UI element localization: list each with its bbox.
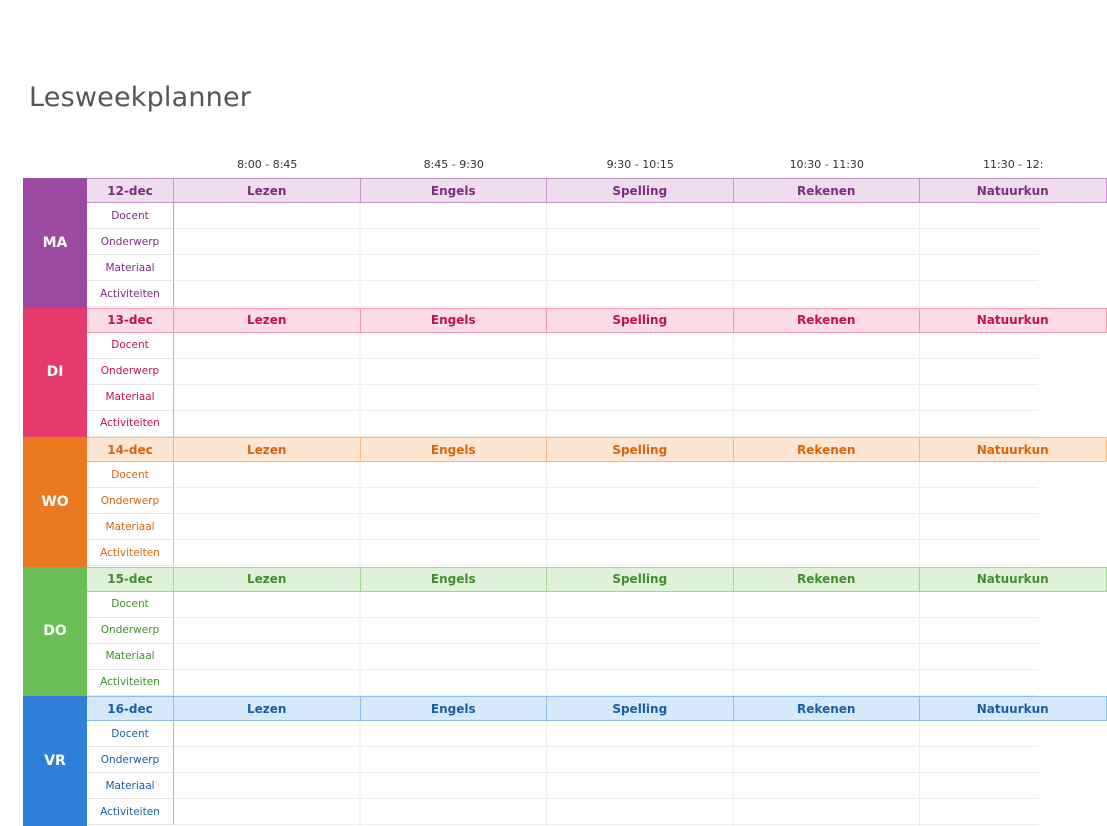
subject-cell[interactable]: Engels <box>361 437 548 462</box>
row-label-materiaal: Materiaal <box>87 385 174 411</box>
subject-cell[interactable]: Rekenen <box>734 567 921 592</box>
lesson-cells[interactable] <box>174 721 1038 826</box>
time-slot-header <box>174 158 1107 176</box>
date-cell[interactable]: 15-dec <box>87 567 174 592</box>
subjects-row <box>174 308 1107 333</box>
day-block-ma <box>23 178 1049 308</box>
row-label-materiaal: Materiaal <box>87 255 174 281</box>
row-label-materiaal: Materiaal <box>87 514 174 540</box>
row-label-docent: Docent <box>87 721 174 747</box>
row-label-onderwerp: Onderwerp <box>87 359 174 385</box>
subject-cell[interactable]: Natuurkun <box>920 437 1107 462</box>
subjects-row <box>174 178 1107 203</box>
row-label-docent: Docent <box>87 462 174 488</box>
row-labels <box>87 333 174 437</box>
lesson-cells[interactable] <box>174 592 1038 697</box>
row-label-docent: Docent <box>87 203 174 229</box>
time-slot: 11:30 - 12: <box>983 158 1044 171</box>
subject-cell[interactable]: Spelling <box>547 178 734 203</box>
subject-cell[interactable]: Lezen <box>174 696 361 721</box>
day-label: MA <box>23 178 87 308</box>
time-slot: 8:45 - 9:30 <box>423 158 484 171</box>
subject-cell[interactable]: Rekenen <box>734 178 921 203</box>
subject-cell[interactable]: Engels <box>361 178 548 203</box>
day-block-do <box>23 567 1049 697</box>
row-label-materiaal: Materiaal <box>87 773 174 799</box>
day-block-vr <box>23 696 1049 826</box>
subject-cell[interactable]: Lezen <box>174 308 361 333</box>
row-label-activiteiten: Activiteiten <box>87 281 174 307</box>
lesson-cells[interactable] <box>174 203 1038 308</box>
subjects-row <box>174 437 1107 462</box>
subjects-row <box>174 696 1107 721</box>
subject-cell[interactable]: Natuurkun <box>920 567 1107 592</box>
day-label: DI <box>23 308 87 438</box>
subject-cell[interactable]: Rekenen <box>734 437 921 462</box>
date-cell[interactable]: 16-dec <box>87 696 174 721</box>
row-label-docent: Docent <box>87 333 174 359</box>
time-slot: 10:30 - 11:30 <box>789 158 864 171</box>
row-label-onderwerp: Onderwerp <box>87 488 174 514</box>
subject-cell[interactable]: Rekenen <box>734 696 921 721</box>
subject-cell[interactable]: Spelling <box>547 437 734 462</box>
day-label: VR <box>23 696 87 826</box>
date-cell[interactable]: 13-dec <box>87 308 174 333</box>
subject-cell[interactable]: Spelling <box>547 308 734 333</box>
row-label-activiteiten: Activiteiten <box>87 799 174 825</box>
subject-cell[interactable]: Natuurkun <box>920 696 1107 721</box>
row-label-activiteiten: Activiteiten <box>87 670 174 696</box>
lesson-cells[interactable] <box>174 462 1038 567</box>
day-label: DO <box>23 567 87 697</box>
subject-cell[interactable]: Spelling <box>547 567 734 592</box>
week-planner-grid <box>23 178 1049 818</box>
row-label-activiteiten: Activiteiten <box>87 411 174 437</box>
subject-cell[interactable]: Lezen <box>174 437 361 462</box>
subjects-row <box>174 567 1107 592</box>
row-label-onderwerp: Onderwerp <box>87 618 174 644</box>
time-slot: 9:30 - 10:15 <box>606 158 674 171</box>
subject-cell[interactable]: Natuurkun <box>920 178 1107 203</box>
row-label-materiaal: Materiaal <box>87 644 174 670</box>
subject-cell[interactable]: Natuurkun <box>920 308 1107 333</box>
subject-cell[interactable]: Engels <box>361 567 548 592</box>
day-label: WO <box>23 437 87 567</box>
row-label-docent: Docent <box>87 592 174 618</box>
subject-cell[interactable]: Spelling <box>547 696 734 721</box>
day-block-di <box>23 308 1049 438</box>
page-title: Lesweekplanner <box>29 82 252 113</box>
subject-cell[interactable]: Lezen <box>174 567 361 592</box>
row-labels <box>87 462 174 566</box>
subject-cell[interactable]: Rekenen <box>734 308 921 333</box>
subject-cell[interactable]: Engels <box>361 308 548 333</box>
date-cell[interactable]: 14-dec <box>87 437 174 462</box>
row-label-activiteiten: Activiteiten <box>87 540 174 566</box>
row-labels <box>87 592 174 696</box>
subject-cell[interactable]: Lezen <box>174 178 361 203</box>
subject-cell[interactable]: Engels <box>361 696 548 721</box>
row-labels <box>87 203 174 307</box>
date-cell[interactable]: 12-dec <box>87 178 174 203</box>
lesson-cells[interactable] <box>174 333 1038 438</box>
row-label-onderwerp: Onderwerp <box>87 747 174 773</box>
row-labels <box>87 721 174 825</box>
time-slot: 8:00 - 8:45 <box>237 158 298 171</box>
day-block-wo <box>23 437 1049 567</box>
row-label-onderwerp: Onderwerp <box>87 229 174 255</box>
